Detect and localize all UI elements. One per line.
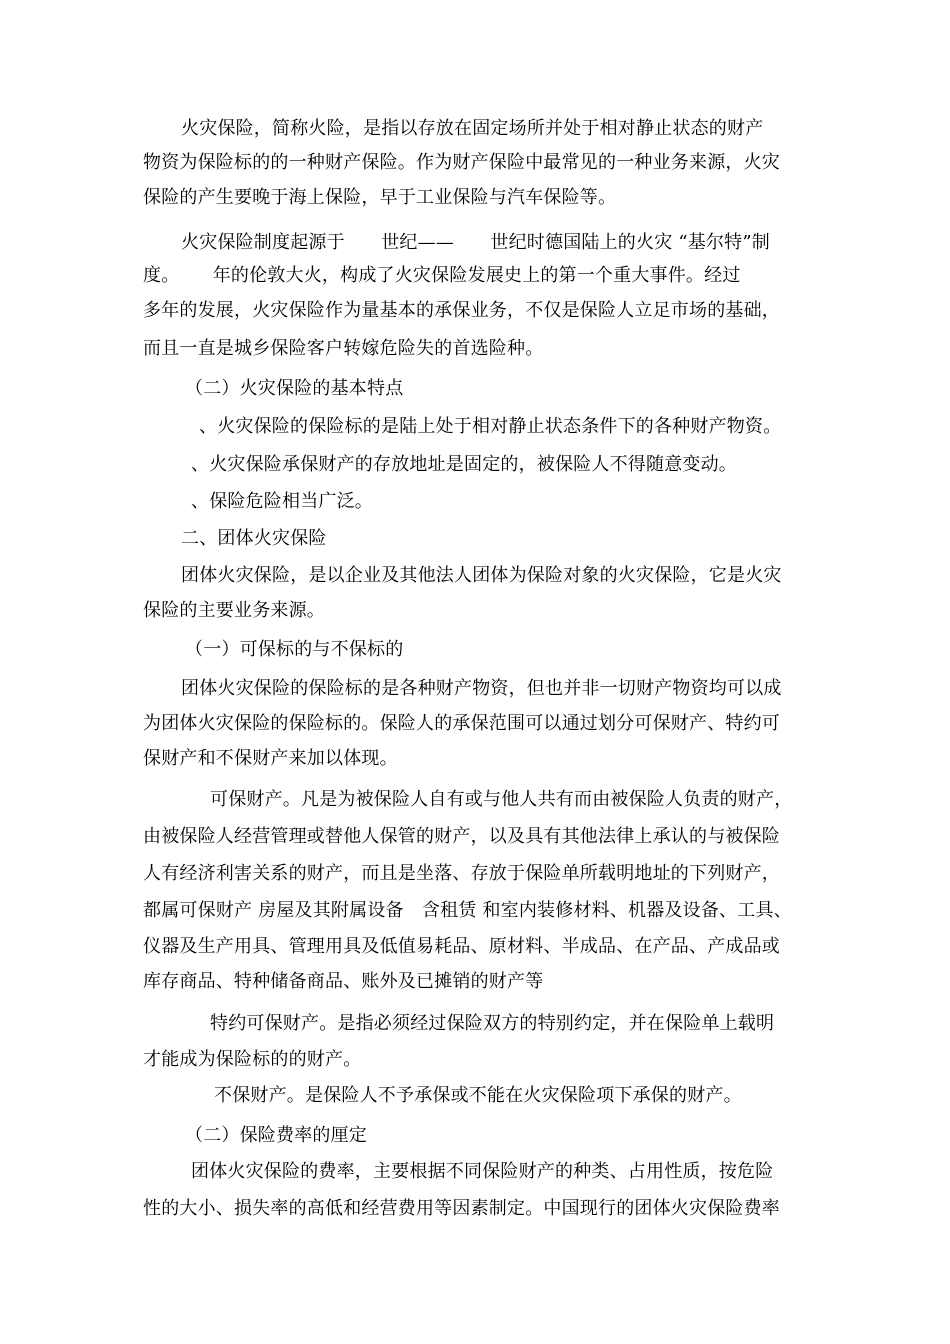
paragraph-line: 才能成为保险标的的财产。 [143,1049,362,1070]
paragraph-line: 多年的发展，火灾保险作为量基本的承保业务，不仅是保险人立足市场的基础， [143,300,780,321]
paragraph-line: 物资为保险标的的一种财产保险。作为财产保险中最常见的一种业务来源，火灾 [143,152,780,173]
paragraph-line: 度。 年的伦敦大火，构成了火灾保险发展史上的第一个重大事件。经过 [143,265,741,286]
paragraph-line: 团体火灾保险的费率，主要根据不同保险财产的种类、占用性质，按危险 [191,1161,774,1182]
section-heading: （一）可保标的与不保标的 [185,639,404,660]
list-item: 、火灾保险的保险标的是陆上处于相对静止状态条件下的各种财产物资。 [199,416,782,437]
paragraph-line: 可保财产。凡是为被保险人自有或与他人共有而由被保险人负责的财产， [210,789,793,810]
paragraph-line: 都属可保财产 房屋及其附属设备 含租赁 和室内装修材料、机器及设备、工具、 [143,900,792,921]
paragraph-line: 团体火灾保险的保险标的是各种财产物资，但也并非一切财产物资均可以成 [181,678,782,699]
paragraph-line: 不保财产。是保险人不予承保或不能在火灾保险项下承保的财产。 [214,1085,742,1106]
paragraph-line: 由被保险人经营管理或替他人保管的财产，以及具有其他法律上承认的与被保险 [143,826,780,847]
paragraph-line: 性的大小、损失率的高低和经营费用等因素制定。中国现行的团体火灾保险费率 [143,1198,780,1219]
paragraph-line: 团体火灾保险，是以企业及其他法人团体为保险对象的火灾保险，它是火灾 [181,565,782,586]
paragraph-line: 保险的主要业务来源。 [143,600,325,621]
list-item: 、保险危险相当广泛。 [191,491,373,512]
paragraph-line: 库存商品、特种储备商品、账外及已摊销的财产等 [143,971,544,992]
paragraph-line: 仪器及生产用具、管理用具及低值易耗品、原材料、半成品、在产品、产成品或 [143,936,780,957]
list-item: 、火灾保险承保财产的存放地址是固定的，被保险人不得随意变动。 [191,454,737,475]
paragraph-line: 为团体火灾保险的保险标的。保险人的承保范围可以通过划分可保财产、特约可 [143,713,780,734]
paragraph-line: 而且一直是城乡保险客户转嫁危险失的首选险种。 [143,338,544,359]
paragraph-line: 人有经济利害关系的财产，而且是坐落、存放于保险单所载明地址的下列财产， [143,863,780,884]
paragraph-line: 保险的产生要晚于海上保险，早于工业保险与汽车保险等。 [143,187,617,208]
paragraph-line: 特约可保财产。是指必须经过保险双方的特别约定，并在保险单上载明 [210,1013,775,1034]
paragraph-line: 火灾保险制度起源于 世纪—— 世纪时德国陆上的火灾 “基尔特”制 [181,232,770,253]
paragraph-line: 火灾保险，简称火险，是指以存放在固定场所并处于相对静止状态的财产 [181,118,764,139]
section-heading: （二）保险费率的厘定 [185,1125,367,1146]
paragraph-line: 保财产和不保财产来加以体现。 [143,748,398,769]
section-heading: （二）火灾保险的基本特点 [185,378,404,399]
section-heading: 二、团体火灾保险 [181,528,327,549]
